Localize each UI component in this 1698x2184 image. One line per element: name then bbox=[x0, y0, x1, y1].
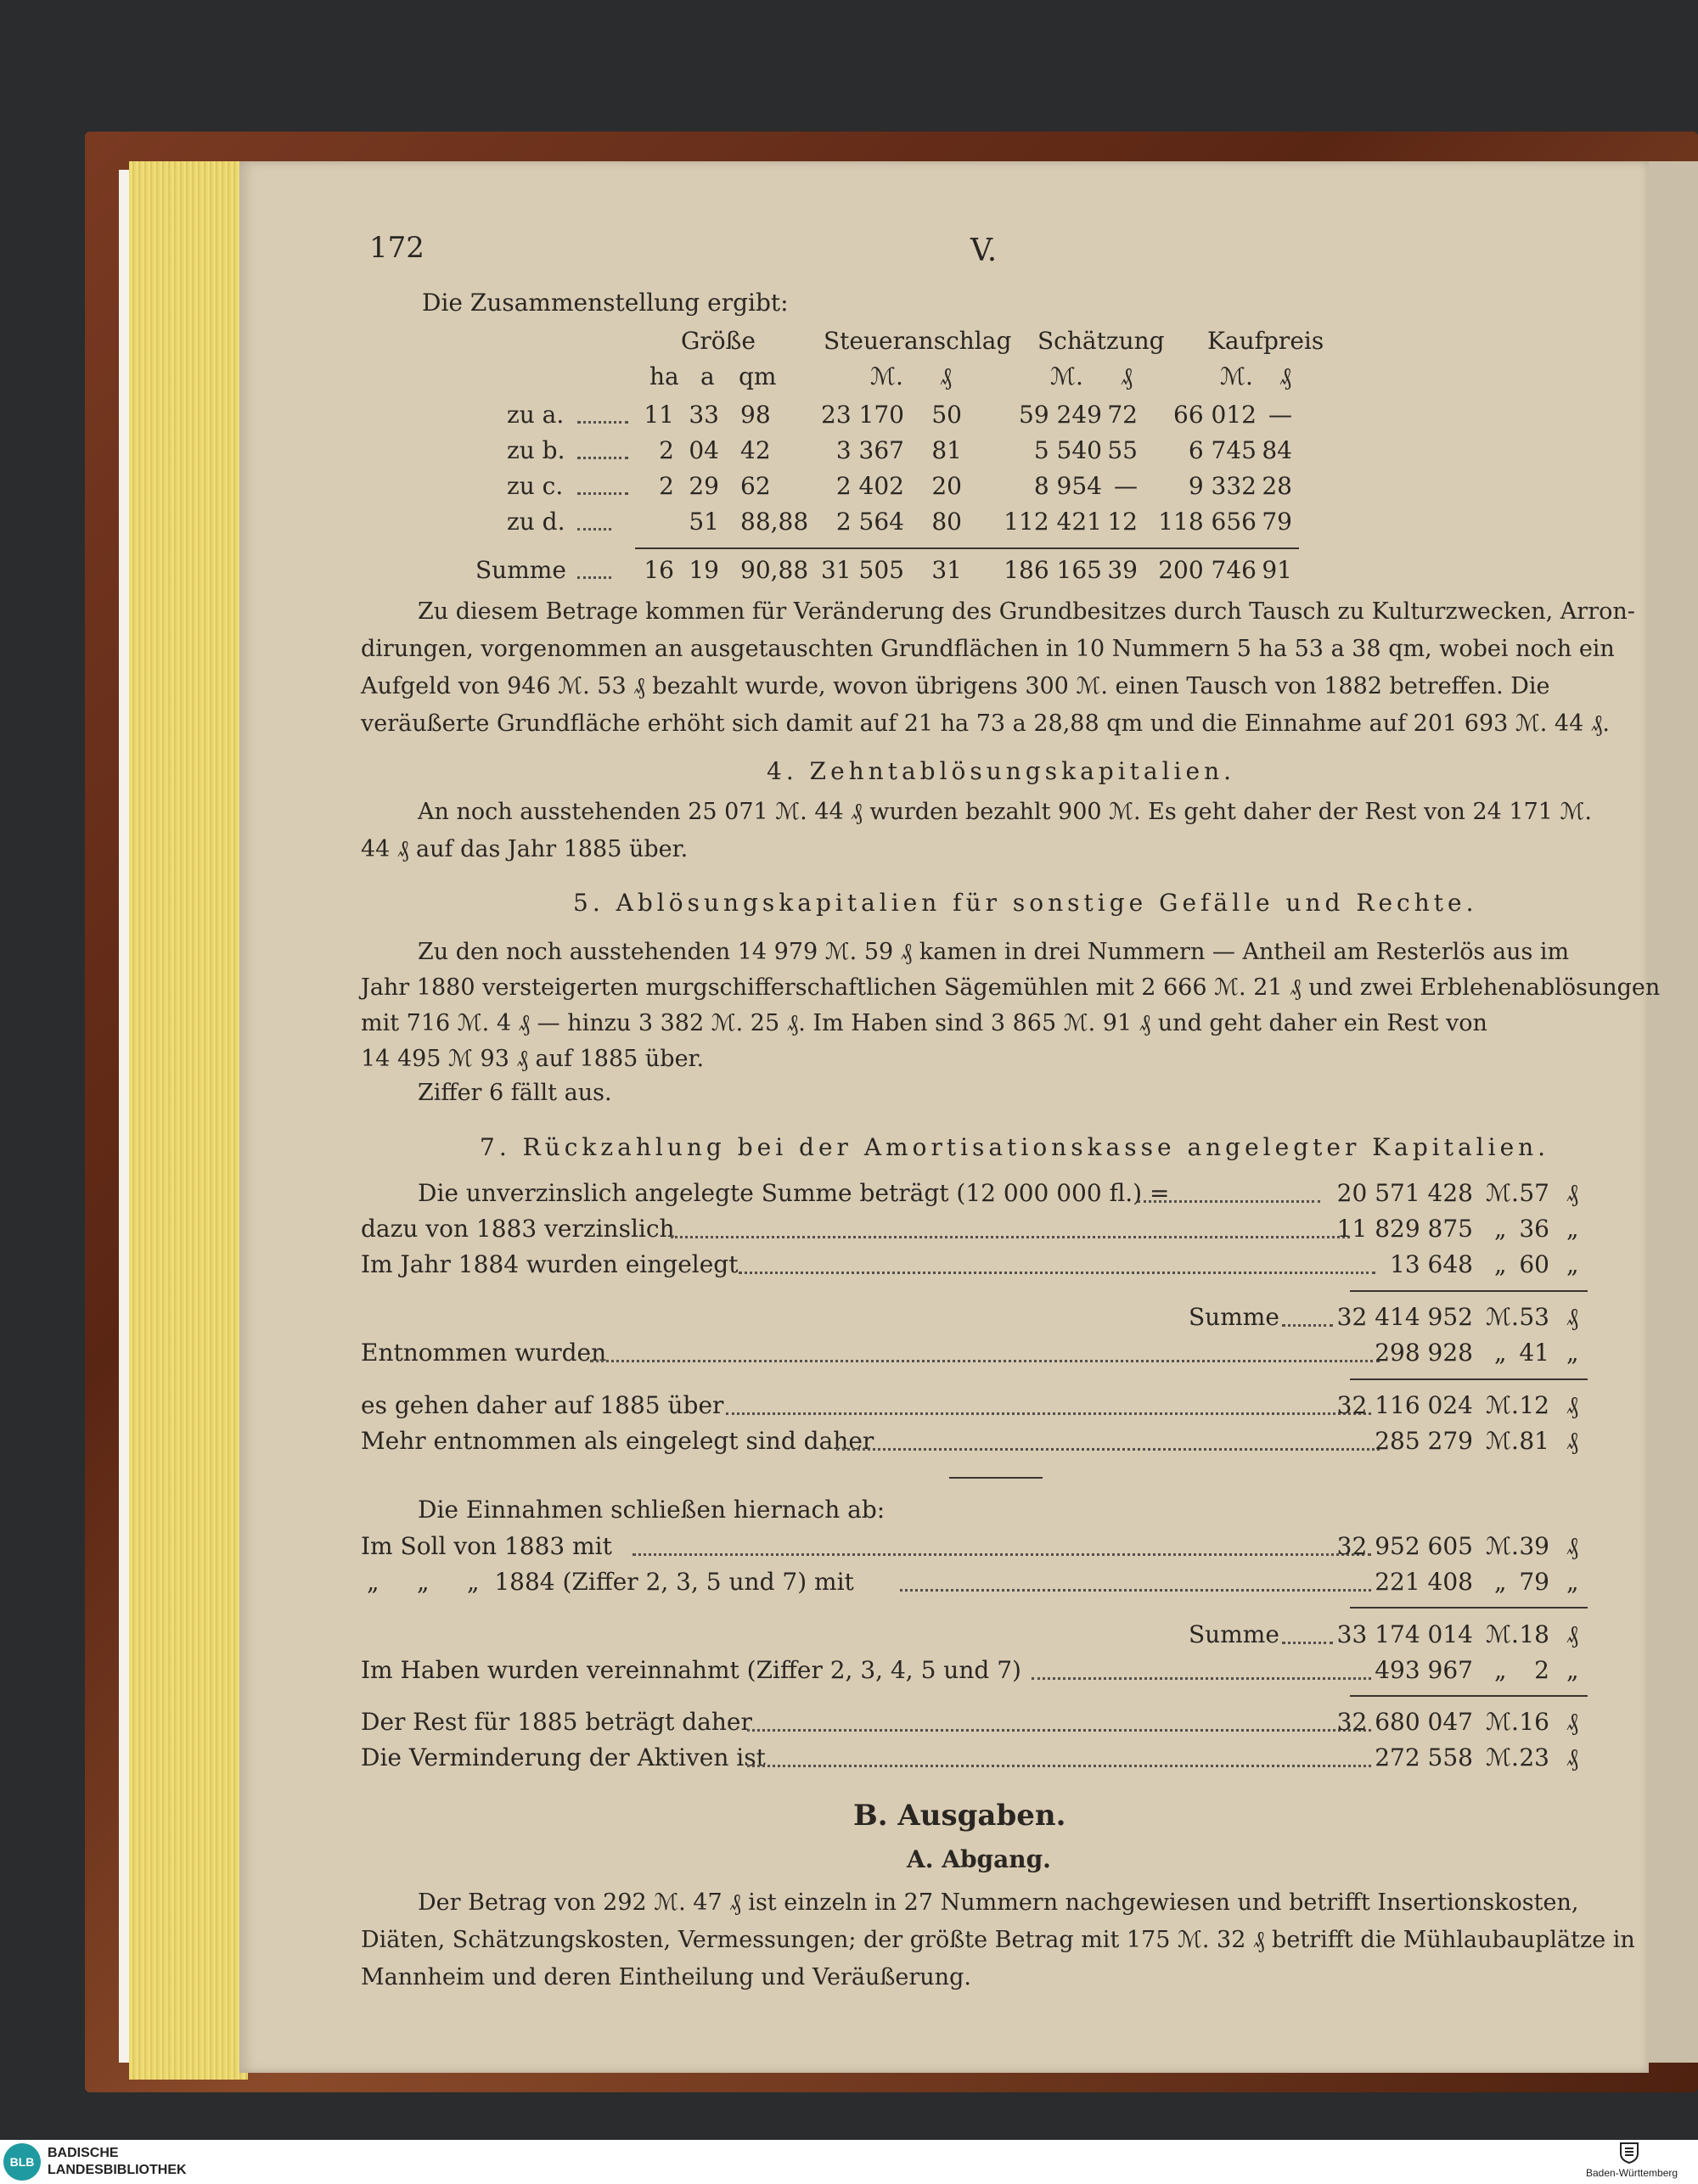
ledger-unit: ℳ. bbox=[1486, 1303, 1519, 1331]
cell-kp-p: 28 bbox=[1262, 472, 1292, 500]
ledger-amount: 33 174 014 bbox=[1336, 1620, 1473, 1648]
viewer-footer bbox=[0, 2140, 1698, 2184]
library-name bbox=[48, 2145, 187, 2179]
section-number: V. bbox=[970, 233, 998, 268]
section-heading-4: 4. Zehntablösungskapitalien. bbox=[767, 757, 1236, 785]
cell-ha: 2 bbox=[659, 436, 674, 464]
ledger-pf-unit: ₰ bbox=[1566, 1303, 1578, 1331]
ledger-label: Summe bbox=[1189, 1303, 1279, 1331]
unit-ha: ha bbox=[649, 362, 679, 390]
paragraph-line: Der Betrag von 292 ℳ. 47 ₰ ist einzeln in 27 Nummern nachgewiesen und betrifft Insertionskosten, bbox=[418, 1889, 1579, 1916]
ledger-unit: ℳ. bbox=[1486, 1532, 1519, 1560]
cell-ha: 2 bbox=[659, 472, 674, 500]
ledger-label: Entnommen wurden bbox=[361, 1339, 607, 1367]
ledger-pf-unit: „ bbox=[1566, 1656, 1579, 1684]
ledger-amount: 272 558 bbox=[1375, 1743, 1473, 1771]
cell-sc-m: 59 249 bbox=[1019, 401, 1102, 429]
cell-kp-m: 200 746 bbox=[1158, 556, 1257, 584]
ledger-pf-unit: ₰ bbox=[1566, 1391, 1578, 1419]
row-label: zu b. bbox=[507, 436, 565, 464]
paragraph-line: 14 495 ℳ 93 ₰ auf 1885 über. bbox=[361, 1046, 705, 1072]
col-group-groesse: Größe bbox=[681, 327, 756, 355]
ledger-amount: 20 571 428 bbox=[1336, 1179, 1473, 1207]
leader-dots bbox=[747, 1765, 1371, 1767]
leader-dots bbox=[726, 1412, 1371, 1415]
leader-dots bbox=[671, 1236, 1350, 1238]
unit-mark: ℳ. bbox=[1050, 362, 1083, 390]
ledger-unit: ℳ. bbox=[1486, 1179, 1519, 1207]
cell-kp-m: 118 656 bbox=[1158, 508, 1257, 536]
ledger-unit: „ bbox=[1494, 1568, 1507, 1596]
ledger-pfennig: 2 bbox=[1534, 1656, 1549, 1684]
cell-st-m: 3 367 bbox=[835, 436, 904, 464]
unit-qm: qm bbox=[739, 362, 777, 390]
leader-dots bbox=[577, 457, 628, 459]
cell-sc-m: 112 421 bbox=[1004, 508, 1102, 536]
unit-mark: ℳ. bbox=[1220, 362, 1253, 390]
unit-pfennig: ₰ bbox=[940, 362, 952, 390]
ledger-pf-unit: ₰ bbox=[1566, 1743, 1578, 1771]
ledger-unit: ℳ. bbox=[1486, 1427, 1519, 1455]
ledger-label: Im Haben wurden vereinnahmt (Ziffer 2, 3, 4, 5 und 7) bbox=[361, 1656, 1021, 1684]
library-name-line2: LANDESBIBLIOTHEK bbox=[48, 2163, 187, 2177]
ledger-unit: ℳ. bbox=[1486, 1743, 1519, 1771]
ledger-amount: 32 116 024 bbox=[1336, 1391, 1473, 1419]
ledger-label: Im Jahr 1884 wurden eingelegt bbox=[361, 1250, 739, 1278]
cell-kp-p: 79 bbox=[1262, 508, 1292, 536]
col-group-kaufpreis: Kaufpreis bbox=[1207, 327, 1324, 355]
ledger-pfennig: 60 bbox=[1519, 1250, 1549, 1278]
ledger-amount: 221 408 bbox=[1375, 1568, 1473, 1596]
ledger-pfennig: 41 bbox=[1519, 1339, 1549, 1367]
blb-logo-icon[interactable]: BLB bbox=[3, 2143, 41, 2181]
cell-ha: 11 bbox=[644, 401, 674, 429]
cell-sc-m: 8 954 bbox=[1033, 472, 1102, 500]
cell-kp-p: 84 bbox=[1262, 436, 1292, 464]
ledger-pfennig: 39 bbox=[1519, 1532, 1549, 1560]
col-group-schaetzung: Schätzung bbox=[1037, 327, 1165, 355]
ledger-label: Mehr entnommen als eingelegt sind daher bbox=[361, 1427, 874, 1455]
leader-dots bbox=[1138, 1200, 1320, 1203]
ledger-unit: ℳ. bbox=[1486, 1708, 1519, 1736]
ledger-label: dazu von 1883 verzinslich bbox=[361, 1215, 675, 1243]
sum-rule bbox=[635, 547, 1299, 549]
cell-a: 33 bbox=[689, 401, 719, 429]
ledger-pf-unit: ₰ bbox=[1566, 1427, 1578, 1455]
cell-a: 04 bbox=[689, 436, 719, 464]
cell-kp-m: 66 012 bbox=[1173, 401, 1257, 429]
sum-rule bbox=[1350, 1378, 1588, 1380]
paragraph-line: Diäten, Schätzungskosten, Vermessungen; der größte Betrag mit 175 ℳ. 32 ₰ betrifft die Mühlaubauplätze in bbox=[361, 1927, 1635, 1953]
paragraph-line: mit 716 ℳ. 4 ₰ — hinzu 3 382 ℳ. 25 ₰. Im Haben sind 3 865 ℳ. 91 ₰ und geht daher ein Rest von bbox=[361, 1010, 1487, 1036]
ledger-pf-unit: ₰ bbox=[1566, 1708, 1578, 1736]
unit-pfennig: ₰ bbox=[1121, 362, 1133, 390]
cell-qm: 98 bbox=[740, 401, 771, 429]
leader-dots bbox=[577, 528, 611, 531]
ledger-unit: „ bbox=[1494, 1215, 1507, 1243]
ledger-label: Die Verminderung der Aktiven ist bbox=[361, 1743, 766, 1771]
leader-dots bbox=[577, 421, 628, 424]
paragraph-line: Zu diesem Betrage kommen für Veränderung des Grundbesitzes durch Tausch zu Kulturzwecken, Arron- bbox=[418, 598, 1635, 625]
ledger-amount: 11 829 875 bbox=[1336, 1215, 1473, 1243]
closing-intro: Die Einnahmen schließen hiernach ab: bbox=[418, 1496, 886, 1524]
row-label: zu d. bbox=[507, 508, 565, 536]
leader-dots bbox=[900, 1589, 1371, 1592]
leader-dots bbox=[590, 1360, 1380, 1362]
unit-pfennig: ₰ bbox=[1279, 362, 1291, 390]
cell-kp-m: 9 332 bbox=[1188, 472, 1257, 500]
cell-qm: 42 bbox=[740, 436, 771, 464]
ledger-amount: 32 414 952 bbox=[1336, 1303, 1473, 1331]
cell-sc-m: 186 165 bbox=[1004, 556, 1102, 584]
paragraph-line: 44 ₰ auf das Jahr 1885 über. bbox=[361, 836, 689, 862]
paragraph-line: Aufgeld von 946 ℳ. 53 ₰ bezahlt wurde, wovon übrigens 300 ℳ. einen Tausch von 1882 betreffen. Die bbox=[361, 673, 1550, 699]
ledger-pf-unit: „ bbox=[1566, 1250, 1579, 1278]
cell-a: 19 bbox=[689, 556, 719, 584]
ledger-amount: 32 952 605 bbox=[1336, 1532, 1473, 1560]
paragraph-line: veräußerte Grundfläche erhöht sich damit auf 21 ha 73 a 28,88 qm und die Einnahme auf 201 693 ℳ. 44 ₰. bbox=[361, 710, 1610, 737]
ledger-pfennig: 81 bbox=[1519, 1427, 1549, 1455]
ledger-label: Die unverzinslich angelegte Summe beträgt (12 000 000 fl.) = bbox=[418, 1179, 1170, 1207]
cell-sc-m: 5 540 bbox=[1033, 436, 1102, 464]
ledger-unit: „ bbox=[1494, 1250, 1507, 1278]
section-heading-5: 5. Ablösungskapitalien für sonstige Gefälle und Rechte. bbox=[573, 889, 1478, 917]
subheading-abgang: A. Abgang. bbox=[907, 1845, 1051, 1873]
cell-qm: 62 bbox=[740, 472, 771, 500]
cell-st-p: 31 bbox=[931, 556, 962, 584]
unit-a: a bbox=[700, 362, 715, 390]
row-label: zu a. bbox=[507, 401, 565, 429]
part-heading-ausgaben: B. Ausgaben. bbox=[853, 1799, 1066, 1833]
cell-st-p: 81 bbox=[931, 436, 962, 464]
paragraph-line: Jahr 1880 versteigerten murgschifferschaftlichen Sägemühlen mit 2 666 ℳ. 21 ₰ und zwei Erblehenablösungen bbox=[361, 974, 1661, 1001]
ledger-pfennig: 12 bbox=[1519, 1391, 1549, 1419]
ledger-pfennig: 16 bbox=[1519, 1708, 1549, 1736]
leader-dots bbox=[577, 576, 611, 579]
cell-a: 51 bbox=[689, 508, 719, 536]
cell-sc-p: 12 bbox=[1107, 508, 1138, 536]
paragraph-line: Zu den noch ausstehenden 14 979 ℳ. 59 ₰ kamen in drei Nummern — Antheil am Resterlös aus im bbox=[418, 939, 1570, 965]
leader-dots bbox=[836, 1448, 1380, 1451]
ledger-amount: 13 648 bbox=[1390, 1250, 1473, 1278]
ledger-amount: 32 680 047 bbox=[1336, 1708, 1473, 1736]
ledger-label: Der Rest für 1885 beträgt daher bbox=[361, 1708, 752, 1736]
cell-st-m: 31 505 bbox=[821, 556, 904, 584]
ledger-pfennig: 53 bbox=[1519, 1303, 1549, 1331]
unit-mark: ℳ. bbox=[870, 362, 903, 390]
library-name-line1: BADISCHE bbox=[48, 2146, 119, 2160]
ledger-pf-unit: ₰ bbox=[1566, 1179, 1578, 1207]
summary-intro: Die Zusammenstellung ergibt: bbox=[422, 289, 789, 317]
ledger-pf-unit: ₰ bbox=[1566, 1620, 1578, 1648]
cell-sc-p: — bbox=[1114, 472, 1138, 500]
col-group-steueranschlag: Steueranschlag bbox=[824, 327, 1012, 355]
ledger-pfennig: 18 bbox=[1519, 1620, 1549, 1648]
leader-dots bbox=[739, 1272, 1375, 1274]
ledger-label: Summe bbox=[1189, 1620, 1279, 1648]
ledger-amount: 298 928 bbox=[1375, 1339, 1473, 1367]
leader-dots bbox=[1282, 1324, 1333, 1327]
leader-dots bbox=[747, 1729, 1371, 1732]
sum-rule bbox=[1350, 1607, 1588, 1609]
page-stack-edges bbox=[129, 161, 248, 2080]
cell-st-p: 80 bbox=[931, 508, 962, 536]
ledger-pfennig: 79 bbox=[1519, 1568, 1549, 1596]
section-divider bbox=[949, 1477, 1043, 1479]
paragraph-line: An noch ausstehenden 25 071 ℳ. 44 ₰ wurden bezahlt 900 ℳ. Es geht daher der Rest von 24 171 ℳ. bbox=[418, 799, 1592, 825]
ledger-unit: „ bbox=[1494, 1339, 1507, 1367]
page-number: 172 bbox=[369, 231, 424, 265]
ledger-label: Im Soll von 1883 mit bbox=[361, 1532, 612, 1560]
leader-dots bbox=[633, 1553, 1371, 1556]
cell-sc-p: 55 bbox=[1107, 436, 1138, 464]
cell-kp-m: 6 745 bbox=[1188, 436, 1257, 464]
cell-kp-p: 91 bbox=[1262, 556, 1292, 584]
facing-page-edge bbox=[1647, 161, 1698, 2063]
ledger-unit: „ bbox=[1494, 1656, 1507, 1684]
paragraph-line: Ziffer 6 fällt aus. bbox=[418, 1080, 612, 1106]
ledger-pfennig: 36 bbox=[1519, 1215, 1549, 1243]
ledger-amount: 285 279 bbox=[1375, 1427, 1473, 1455]
cell-st-m: 23 170 bbox=[821, 401, 904, 429]
cell-sc-p: 39 bbox=[1107, 556, 1138, 584]
cell-qm: 90,88 bbox=[740, 556, 809, 584]
bw-crest-icon[interactable] bbox=[1617, 2142, 1641, 2164]
partner-name: Baden-Württemberg bbox=[1586, 2167, 1678, 2179]
paragraph-line: dirungen, vorgenommen an ausgetauschten Grundflächen in 10 Nummern 5 ha 53 a 38 qm, wobei noch ein bbox=[361, 636, 1615, 662]
ledger-pf-unit: „ bbox=[1566, 1215, 1579, 1243]
ledger-label: es gehen daher auf 1885 über bbox=[361, 1391, 724, 1419]
cell-st-m: 2 402 bbox=[835, 472, 904, 500]
cell-st-m: 2 564 bbox=[835, 508, 904, 536]
cell-ha: 16 bbox=[644, 556, 674, 584]
cell-st-p: 20 bbox=[931, 472, 962, 500]
ledger-amount: 493 967 bbox=[1375, 1656, 1473, 1684]
row-label: Summe bbox=[475, 556, 566, 584]
ledger-pfennig: 57 bbox=[1519, 1179, 1549, 1207]
leader-dots bbox=[577, 492, 628, 495]
cell-qm: 88,88 bbox=[740, 508, 809, 536]
ledger-pf-unit: „ bbox=[1566, 1568, 1579, 1596]
ledger-unit: ℳ. bbox=[1486, 1391, 1519, 1419]
ledger-pfennig: 23 bbox=[1519, 1743, 1549, 1771]
ledger-label: „ „ „ 1884 (Ziffer 2, 3, 5 und 7) mit bbox=[367, 1568, 854, 1596]
ledger-pf-unit: „ bbox=[1566, 1339, 1579, 1367]
cell-a: 29 bbox=[689, 472, 719, 500]
cell-kp-p: — bbox=[1268, 401, 1292, 429]
section-heading-7: 7. Rückzahlung bei der Amortisationskasse angelegter Kapitalien. bbox=[480, 1133, 1550, 1161]
sum-rule bbox=[1350, 1290, 1588, 1292]
leader-dots bbox=[1032, 1677, 1371, 1680]
row-label: zu c. bbox=[507, 472, 564, 500]
cell-sc-p: 72 bbox=[1107, 401, 1138, 429]
ledger-unit: ℳ. bbox=[1486, 1620, 1519, 1648]
ledger-pf-unit: ₰ bbox=[1566, 1532, 1578, 1560]
paragraph-line: Mannheim und deren Eintheilung und Veräußerung. bbox=[361, 1964, 971, 1990]
sum-rule bbox=[1350, 1695, 1588, 1697]
leader-dots bbox=[1282, 1642, 1333, 1644]
cell-st-p: 50 bbox=[931, 401, 962, 429]
